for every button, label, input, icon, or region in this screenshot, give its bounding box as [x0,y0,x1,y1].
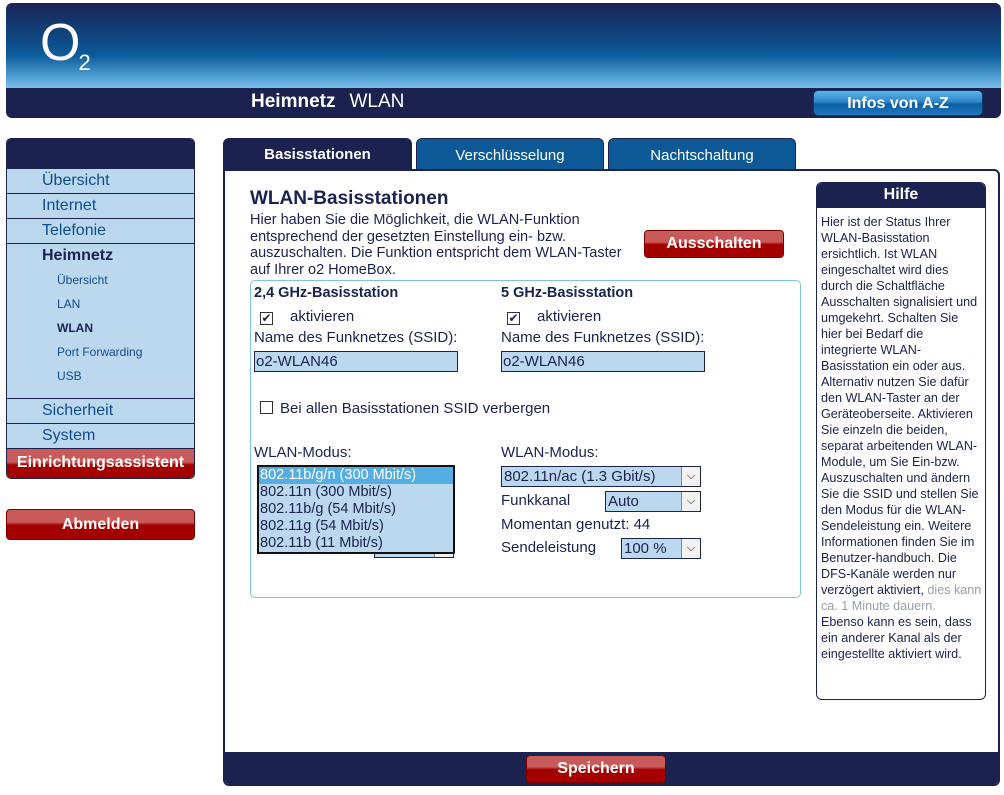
band-5ghz-mode-label: WLAN-Modus: [501,444,599,461]
wlan-off-button[interactable]: Ausschalten [644,230,784,258]
tab-verschluesselung[interactable]: Verschlüsselung [416,138,604,170]
band-5ghz-power-value: 100 % [624,540,667,557]
hide-ssid-checkbox[interactable] [260,401,273,414]
breadcrumb [251,91,404,113]
band-5ghz-channel-select[interactable] [605,491,701,512]
chevron-down-icon: ⌵ [681,539,700,558]
band-24ghz-mode-dropdown[interactable] [257,465,455,554]
sidebar-subitem-wlan[interactable]: WLAN [57,321,93,335]
sidebar-header [7,139,194,168]
sidebar-subitem-lan[interactable]: LAN [57,297,81,311]
band-5ghz-ssid-label: Name des Funknetzes (SSID): [501,329,705,346]
band-5ghz-current-channel: Momentan genutzt: 44 [501,516,651,533]
sidebar-item-heimnetz[interactable]: Heimnetz [42,247,114,264]
band-5ghz-activate-row [507,308,601,325]
band-5ghz-activate-checkbox[interactable] [507,312,520,325]
mode-option[interactable]: 802.11n (300 Mbit/s) [260,484,392,500]
sidebar-subitem-usb[interactable]: USB [57,369,82,383]
band-5ghz-power-select[interactable] [621,538,701,559]
band-5ghz-activate-label: aktivieren [537,308,602,325]
band-24ghz-ssid-input[interactable]: o2-WLAN46 [254,351,458,372]
sidebar-item-system[interactable]: System [7,423,194,448]
band-5ghz-power-label: Sendeleistung [501,539,597,556]
sidebar-item-sicherheit[interactable]: Sicherheit [7,398,194,423]
band-5ghz-channel-label: Funkkanal [501,492,571,509]
band-24ghz-mode-label: WLAN-Modus: [254,444,352,461]
sidebar-item-uebersicht[interactable]: Übersicht [7,168,194,193]
save-button[interactable]: Speichern [526,755,666,783]
band-24ghz-activate-checkbox[interactable] [260,312,273,325]
logout-button[interactable]: Abmelden [6,509,195,540]
chevron-down-icon: ⌵ [681,492,700,511]
sidebar-subitem-port-forwarding[interactable]: Port Forwarding [57,345,143,359]
sidebar-item-telefonie[interactable]: Telefonie [7,218,194,243]
band-5ghz-heading: 5 GHz-Basisstation [501,285,634,301]
tab-nachtschaltung[interactable]: Nachtschaltung [608,138,796,170]
sidebar-item-einrichtungsassistent[interactable]: Einrichtungsassistent [7,448,194,478]
footer-bar [225,752,998,784]
header [6,3,1001,118]
band-24ghz-ssid-label: Name des Funknetzes (SSID): [254,329,458,346]
mode-option[interactable]: 802.11b/g/n (300 Mbit/s) [259,467,453,484]
help-text-end: Ebenso kann es sein, dass ein anderer Kanal als der eingestellte aktiviert wird. [821,615,972,661]
mode-option[interactable]: 802.11g (54 Mbit/s) [260,518,384,534]
mode-option[interactable]: 802.11b/g (54 Mbit/s) [260,501,396,517]
help-text [817,208,985,662]
checkmark-icon: ✔ [508,311,519,325]
mode-option[interactable]: 802.11b (11 Mbit/s) [260,535,383,551]
band-5ghz-channel-value: Auto [608,493,639,510]
band-5ghz-mode-select[interactable] [501,466,701,487]
intro-text: Hier haben Sie die Möglichkeit, die WLAN-Funktion entsprechend der gesetzten Einstellung ein- bzw. auszuschalten. Die Funktion entspricht dem WLAN-Taster auf Ihrer o2 HomeBox. [250,212,622,278]
header-bar [6,88,1001,118]
infos-a-z-button[interactable]: Infos von A-Z [813,90,983,116]
band-5ghz-mode-value: 802.11n/ac (1.3 Gbit/s) [504,468,656,485]
hide-ssid-row [260,400,550,417]
help-panel [816,182,986,700]
band-24ghz-activate-label: aktivieren [290,308,355,325]
page-title: WLAN-Basisstationen [250,188,449,209]
help-text-main: Hier ist der Status Ihrer WLAN-Basisstation ersichtlich. Ist WLAN eingeschaltet wird dies durch die Schaltfläche Ausschalten signalisiert und umgekehrt. Schalten Sie hier bei Bedarf die integrierte WLAN-Basisstation ein oder aus. Alternativ nutzen Sie dafür den WLAN-Taster an der Geräteoberseite. Aktivieren Sie einzeln die beiden, separat arbeitenden WLAN-Module, um Sie Ein-bzw. Auszuschalten und ändern Sie die SSID und stellen Sie den Modus für die WLAN-Sendeleistung ein. Weitere Informationen finden Sie im Benutzer-handbuch. Die DFS-Kanäle werden nur verzögert aktiviert, [821,215,979,597]
basestation-panel [250,280,801,598]
band-24ghz-activate-row [260,308,354,325]
sidebar-item-internet[interactable]: Internet [7,193,194,218]
chevron-down-icon: ⌵ [681,467,700,486]
help-title: Hilfe [817,183,985,208]
checkmark-icon: ✔ [261,311,272,325]
sidebar-nav [6,138,195,479]
band-5ghz-ssid-input[interactable]: o2-WLAN46 [501,351,705,372]
breadcrumb-page: WLAN [349,91,405,112]
sidebar-group-heimnetz [7,243,194,398]
o2-logo: $O_2$ [40,14,91,75]
help-text-muted: dies kann ca. 1 Minute dauern. [821,583,982,613]
tab-basisstationen[interactable]: Basisstationen [223,138,412,170]
breadcrumb-section: Heimnetz [251,91,336,112]
header-banner [6,3,1001,88]
band-24ghz-heading: 2,4 GHz-Basisstation [254,285,399,301]
hide-ssid-label: Bei allen Basisstationen SSID verbergen [280,400,551,417]
sidebar-subitem-uebersicht[interactable]: Übersicht [57,273,108,287]
main-content [223,169,1000,786]
